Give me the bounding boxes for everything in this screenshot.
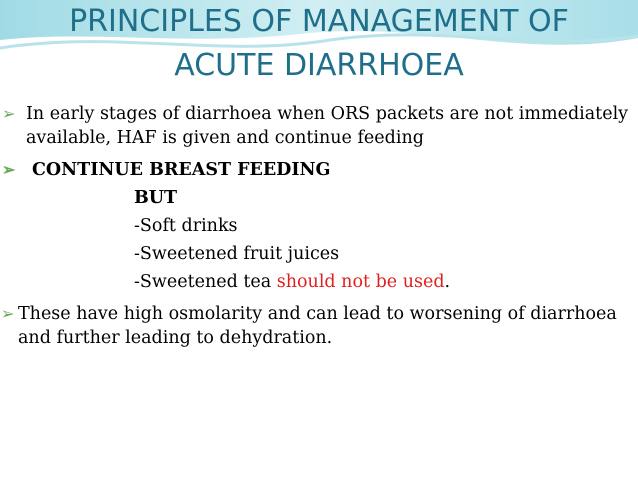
list-item-sweetened-tea: [0, 270, 630, 294]
bullet-breast-feeding: [2, 158, 630, 182]
bullet-early-stages: [2, 102, 630, 150]
bullet-text: These have high osmolarity and can lead to worsening of diarrhoea and further leading to dehydration.: [18, 304, 617, 348]
slide-title: [0, 0, 638, 88]
list-item-soft-drinks: -Soft drinks: [134, 216, 238, 236]
slide-content: [0, 102, 630, 350]
arrow-bullet-icon: ➢: [2, 104, 16, 123]
item-text: -Sweetened tea: [134, 272, 277, 292]
list-item-fruit-juices: -Sweetened fruit juices: [134, 244, 340, 264]
title-line-2: ACUTE DIARRHOEA: [174, 48, 464, 83]
but-label: BUT: [134, 188, 178, 208]
bullet-text: In early stages of diarrhoea when ORS packets are not immediately available, HAF is given and continue feeding: [26, 104, 629, 148]
bullet-text: CONTINUE BREAST FEEDING: [32, 160, 331, 180]
highlight-text: should not be used: [276, 272, 445, 292]
title-line-1: PRINCIPLES OF MANAGEMENT OF: [69, 4, 569, 39]
item-suffix: .: [444, 272, 451, 292]
arrow-bullet-icon: ➢: [2, 160, 16, 179]
arrow-bullet-icon: ➢: [1, 304, 15, 323]
bullet-osmolarity: [2, 302, 630, 350]
